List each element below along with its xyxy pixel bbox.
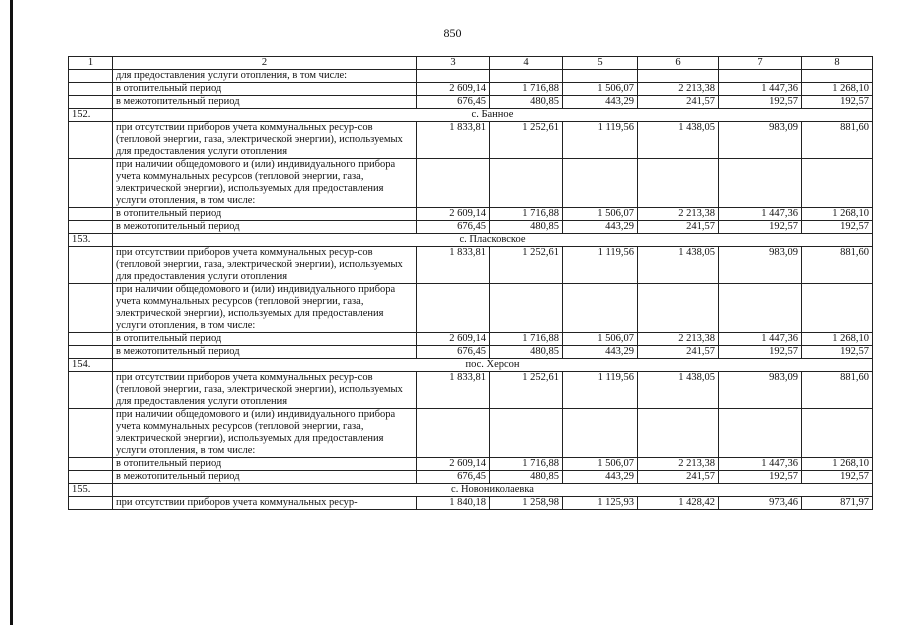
value-cell — [417, 70, 490, 83]
value-cell: 2 213,38 — [638, 208, 719, 221]
row-label: в межотопительный период — [113, 96, 417, 109]
row-number-cell — [69, 70, 113, 83]
value-cell: 192,57 — [802, 96, 873, 109]
table-row — [69, 208, 873, 221]
value-cell: 1 268,10 — [802, 333, 873, 346]
value-cell: 192,57 — [719, 346, 802, 359]
value-cell — [417, 409, 490, 458]
table-row — [69, 221, 873, 234]
table-row — [69, 333, 873, 346]
value-cell: 973,46 — [719, 497, 802, 510]
value-cell: 192,57 — [719, 96, 802, 109]
row-label: в отопительный период — [113, 458, 417, 471]
value-cell: 443,29 — [563, 346, 638, 359]
row-number-cell — [69, 333, 113, 346]
value-cell: 676,45 — [417, 96, 490, 109]
value-cell: 1 833,81 — [417, 122, 490, 159]
locality-number: 153. — [69, 234, 113, 247]
value-cell — [490, 159, 563, 208]
value-cell — [417, 159, 490, 208]
value-cell — [563, 159, 638, 208]
value-cell: 1 833,81 — [417, 247, 490, 284]
row-number-cell — [69, 458, 113, 471]
table-row — [69, 372, 873, 409]
value-cell: 1 447,36 — [719, 333, 802, 346]
value-cell: 2 609,14 — [417, 333, 490, 346]
value-cell: 1 506,07 — [563, 458, 638, 471]
value-cell — [802, 409, 873, 458]
row-label: в отопительный период — [113, 83, 417, 96]
value-cell — [719, 70, 802, 83]
row-number-cell — [69, 247, 113, 284]
column-number-cell: 7 — [719, 57, 802, 70]
value-cell: 1 125,93 — [563, 497, 638, 510]
value-cell: 2 609,14 — [417, 208, 490, 221]
row-number-cell — [69, 497, 113, 510]
table-row — [69, 70, 873, 83]
value-cell — [802, 284, 873, 333]
column-number-cell: 4 — [490, 57, 563, 70]
tariff-table — [68, 56, 873, 510]
value-cell — [719, 284, 802, 333]
value-cell — [563, 70, 638, 83]
value-cell: 241,57 — [638, 221, 719, 234]
value-cell: 2 609,14 — [417, 83, 490, 96]
value-cell: 1 119,56 — [563, 122, 638, 159]
value-cell: 1 447,36 — [719, 83, 802, 96]
value-cell — [563, 284, 638, 333]
value-cell: 1 447,36 — [719, 458, 802, 471]
row-number-cell — [69, 159, 113, 208]
value-cell: 2 213,38 — [638, 458, 719, 471]
value-cell: 241,57 — [638, 471, 719, 484]
value-cell: 1 252,61 — [490, 372, 563, 409]
locality-name: с. Новониколаевка — [113, 484, 873, 497]
row-label: в межотопительный период — [113, 346, 417, 359]
value-cell: 241,57 — [638, 96, 719, 109]
value-cell: 983,09 — [719, 122, 802, 159]
value-cell — [719, 159, 802, 208]
row-label: в межотопительный период — [113, 221, 417, 234]
locality-name: с. Банное — [113, 109, 873, 122]
row-label: при наличии общедомового и (или) индивидуального прибора учета коммунальных ресурсов (тепловой энергии, газа, электрической энергии), используемых для предоставления услуги отопления, в том числе: — [113, 284, 417, 333]
value-cell: 443,29 — [563, 221, 638, 234]
locality-number: 152. — [69, 109, 113, 122]
table-row — [69, 409, 873, 458]
row-number-cell — [69, 83, 113, 96]
table-row — [69, 159, 873, 208]
table-row — [69, 284, 873, 333]
value-cell: 983,09 — [719, 247, 802, 284]
value-cell: 881,60 — [802, 372, 873, 409]
value-cell: 1 833,81 — [417, 372, 490, 409]
value-cell — [638, 159, 719, 208]
value-cell: 480,85 — [490, 221, 563, 234]
value-cell: 1 716,88 — [490, 208, 563, 221]
row-number-cell — [69, 284, 113, 333]
column-number-cell: 3 — [417, 57, 490, 70]
locality-number: 155. — [69, 484, 113, 497]
table-row — [69, 247, 873, 284]
value-cell: 192,57 — [719, 221, 802, 234]
column-number-cell: 6 — [638, 57, 719, 70]
locality-row — [69, 484, 873, 497]
value-cell: 1 428,42 — [638, 497, 719, 510]
row-label: при отсутствии приборов учета коммунальных ресур-сов (тепловой энергии, газа, электрической энергии), используемых для предоставления услуги отопления — [113, 372, 417, 409]
value-cell — [638, 409, 719, 458]
table-row — [69, 96, 873, 109]
row-label: при наличии общедомового и (или) индивидуального прибора учета коммунальных ресурсов (тепловой энергии, газа, электрической энергии), используемых для предоставления услуги отопления, в том числе: — [113, 159, 417, 208]
value-cell: 1 252,61 — [490, 122, 563, 159]
row-label: при отсутствии приборов учета коммунальных ресур-сов (тепловой энергии, газа, электрической энергии), используемых для предоставления услуги отопления — [113, 247, 417, 284]
value-cell — [638, 284, 719, 333]
table-row — [69, 83, 873, 96]
value-cell: 192,57 — [802, 221, 873, 234]
row-number-cell — [69, 96, 113, 109]
margin-rule — [10, 0, 13, 625]
column-number-cell: 2 — [113, 57, 417, 70]
value-cell — [490, 409, 563, 458]
value-cell: 1 506,07 — [563, 333, 638, 346]
value-cell: 480,85 — [490, 96, 563, 109]
value-cell: 192,57 — [802, 346, 873, 359]
value-cell: 676,45 — [417, 471, 490, 484]
column-number-cell: 8 — [802, 57, 873, 70]
value-cell: 443,29 — [563, 471, 638, 484]
row-number-cell — [69, 409, 113, 458]
row-number-cell — [69, 221, 113, 234]
locality-number: 154. — [69, 359, 113, 372]
table-row — [69, 122, 873, 159]
value-cell: 480,85 — [490, 471, 563, 484]
row-label: при отсутствии приборов учета коммунальных ресур- — [113, 497, 417, 510]
value-cell: 1 268,10 — [802, 458, 873, 471]
table-row — [69, 497, 873, 510]
value-cell: 676,45 — [417, 346, 490, 359]
value-cell — [802, 70, 873, 83]
value-cell: 443,29 — [563, 96, 638, 109]
value-cell: 1 506,07 — [563, 208, 638, 221]
value-cell: 871,97 — [802, 497, 873, 510]
value-cell: 983,09 — [719, 372, 802, 409]
row-number-cell — [69, 471, 113, 484]
row-label: в межотопительный период — [113, 471, 417, 484]
value-cell: 1 258,98 — [490, 497, 563, 510]
table-row — [69, 346, 873, 359]
value-cell: 1 840,18 — [417, 497, 490, 510]
table-row — [69, 471, 873, 484]
value-cell: 192,57 — [719, 471, 802, 484]
value-cell — [490, 284, 563, 333]
value-cell: 1 438,05 — [638, 372, 719, 409]
value-cell: 241,57 — [638, 346, 719, 359]
column-number-cell: 1 — [69, 57, 113, 70]
value-cell: 480,85 — [490, 346, 563, 359]
locality-row — [69, 109, 873, 122]
column-number-cell: 5 — [563, 57, 638, 70]
value-cell: 881,60 — [802, 247, 873, 284]
value-cell: 1 438,05 — [638, 247, 719, 284]
value-cell — [802, 159, 873, 208]
table-row — [69, 458, 873, 471]
value-cell — [490, 70, 563, 83]
row-label: при отсутствии приборов учета коммунальных ресур-сов (тепловой энергии, газа, электрической энергии), используемых для предоставления услуги отопления — [113, 122, 417, 159]
value-cell: 1 119,56 — [563, 247, 638, 284]
value-cell: 1 119,56 — [563, 372, 638, 409]
page-number: 850 — [443, 26, 462, 40]
value-cell: 1 252,61 — [490, 247, 563, 284]
value-cell: 1 716,88 — [490, 333, 563, 346]
value-cell: 676,45 — [417, 221, 490, 234]
locality-name: с. Пласковское — [113, 234, 873, 247]
value-cell: 1 268,10 — [802, 208, 873, 221]
row-label: для предоставления услуги отопления, в том числе: — [113, 70, 417, 83]
locality-name: пос. Херсон — [113, 359, 873, 372]
row-number-cell — [69, 208, 113, 221]
table-body — [69, 57, 873, 510]
value-cell: 2 213,38 — [638, 83, 719, 96]
value-cell: 192,57 — [802, 471, 873, 484]
value-cell: 1 716,88 — [490, 83, 563, 96]
column-number-row — [69, 57, 873, 70]
row-number-cell — [69, 372, 113, 409]
value-cell: 1 447,36 — [719, 208, 802, 221]
locality-row — [69, 234, 873, 247]
value-cell — [638, 70, 719, 83]
value-cell — [719, 409, 802, 458]
value-cell: 2 213,38 — [638, 333, 719, 346]
value-cell — [417, 284, 490, 333]
value-cell: 2 609,14 — [417, 458, 490, 471]
row-number-cell — [69, 122, 113, 159]
value-cell: 881,60 — [802, 122, 873, 159]
value-cell: 1 268,10 — [802, 83, 873, 96]
row-label: в отопительный период — [113, 333, 417, 346]
row-number-cell — [69, 346, 113, 359]
value-cell — [563, 409, 638, 458]
locality-row — [69, 359, 873, 372]
value-cell: 1 438,05 — [638, 122, 719, 159]
row-label: при наличии общедомового и (или) индивидуального прибора учета коммунальных ресурсов (тепловой энергии, газа, электрической энергии), используемых для предоставления услуги отопления, в том числе: — [113, 409, 417, 458]
row-label: в отопительный период — [113, 208, 417, 221]
value-cell: 1 716,88 — [490, 458, 563, 471]
value-cell: 1 506,07 — [563, 83, 638, 96]
